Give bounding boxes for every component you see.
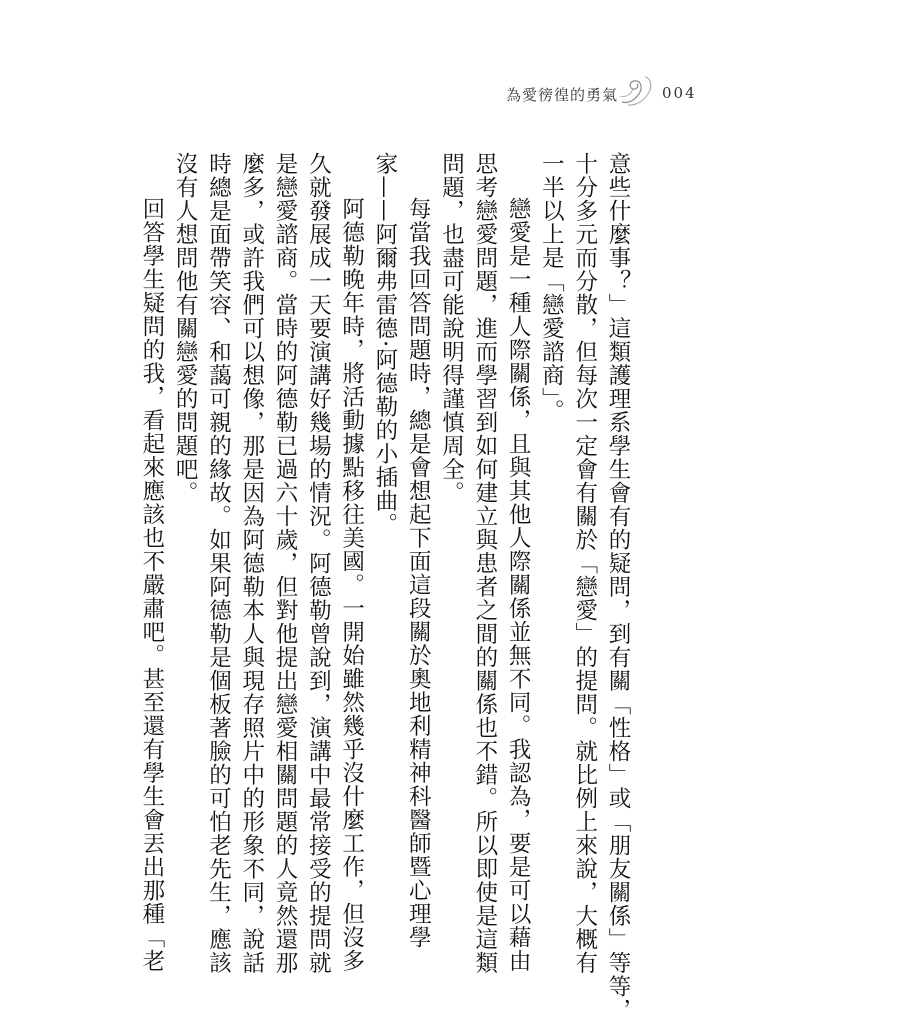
text-column: 思考戀愛問題，進而學習到如何建立與患者之間的關係也不錯。所以即使是這類 — [471, 152, 498, 975]
text-column: 戀愛是一種人際關係，且與其他人際關係並無不同。我認為，要是可以藉由 — [505, 197, 532, 973]
text-column: 意些什麼事？」這類護理系學生會有的疑問，到有關「性格」或「朋友關係」等等， — [605, 152, 631, 1022]
text-column: 是戀愛諮商。當時的阿德勒已過六十歲，但對他提出戀愛相關問題的人竟然還那 — [272, 152, 299, 975]
text-column: 回答學生疑問的我，看起來應該也不嚴肅吧。甚至還有學生會丟出那種「老 — [138, 197, 165, 973]
vertical-body-text — [138, 152, 634, 1022]
swirl-ornament-icon — [618, 74, 656, 108]
text-column: 麼多，或許我們可以想像，那是因為阿德勒本人與現存照片中的形象不同，說話 — [238, 152, 265, 975]
text-column: 家——阿爾弗雷德·阿德勒的小插曲。 — [371, 152, 398, 537]
text-column: 一半以上是「戀愛諮商」。 — [538, 152, 565, 423]
text-column: 問題，也盡可能說明得謹慎周全。 — [438, 152, 465, 505]
running-header-title: 為愛徬徨的勇氣 — [506, 86, 619, 104]
text-column: 沒有人想問他有關戀愛的問題吧。 — [172, 152, 199, 505]
text-column: 阿德勒晚年時，將活動據點移往美國。一開始雖然幾乎沒什麼工作，但沒多 — [338, 197, 365, 973]
text-column: 十分多元而分散，但每次一定會有關於「戀愛」的提問。就比例上來說，大概有 — [571, 152, 598, 975]
text-column: 久就發展成一天要演講好幾場的情況。阿德勒曾說到，演講中最常接受的提問就 — [305, 152, 332, 975]
text-column: 每當我回答問題時，總是會想起下面這段關於奧地利精神科醫師暨心理學 — [405, 197, 432, 949]
text-column: 時總是面帶笑容、和藹可親的緣故。如果阿德勒是個板著臉的可怕老先生，應該 — [205, 152, 232, 975]
page-number: 004 — [662, 84, 697, 102]
